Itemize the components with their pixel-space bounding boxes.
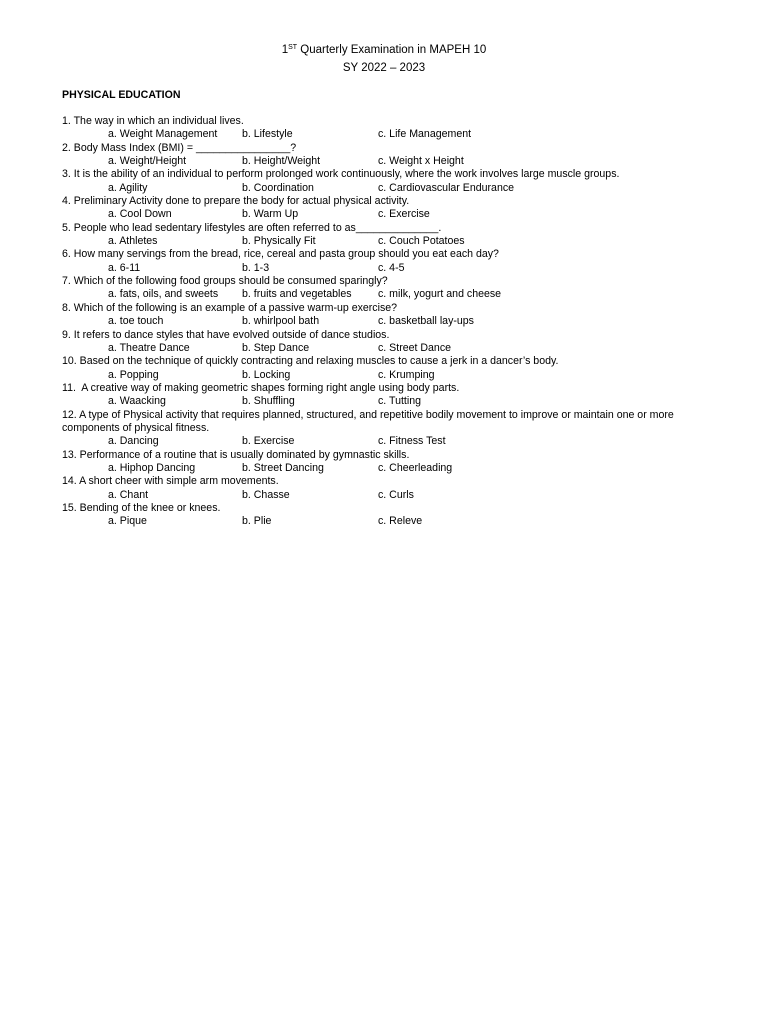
answer-choices <box>62 342 722 355</box>
question-text: 4. Preliminary Activity done to prepare the body for actual physical activity. <box>62 195 410 208</box>
question-item <box>62 195 722 222</box>
answer-choices <box>62 182 722 195</box>
choice-b: b. Street Dancing <box>242 461 324 474</box>
answer-choices <box>62 235 722 248</box>
question-text: 11. A creative way of making geometric shapes forming right angle using body parts. <box>62 381 460 394</box>
choice-a: a. Popping <box>108 368 159 381</box>
answer-choices <box>62 435 722 448</box>
choice-c: c. Couch Potatoes <box>378 235 465 248</box>
question-item <box>62 115 722 142</box>
choice-b: b. Step Dance <box>242 341 310 354</box>
exam-header <box>0 42 768 75</box>
title-text: Quarterly Examination in MAPEH 10 <box>297 44 487 56</box>
choice-a: a. Weight/Height <box>108 155 187 168</box>
question-list <box>62 115 722 529</box>
choice-b: b. Exercise <box>242 435 295 448</box>
question-text: 13. Performance of a routine that is usually dominated by gymnastic skills. <box>62 448 410 461</box>
answer-choices <box>62 395 722 408</box>
choice-c: c. Curls <box>378 488 414 501</box>
choice-b: b. Coordination <box>242 181 314 194</box>
choice-c: c. 4-5 <box>378 261 405 274</box>
answer-choices <box>62 462 722 475</box>
school-year: SY 2022 – 2023 <box>342 62 426 74</box>
choice-a: a. Cool Down <box>108 208 172 221</box>
question-text: 10. Based on the technique of quickly contracting and relaxing muscles to cause a jerk in a dancer’s body. <box>62 355 559 368</box>
choice-b: b. Physically Fit <box>242 235 316 248</box>
choice-c: c. Life Management <box>378 128 472 141</box>
choice-c: c. Krumping <box>378 368 435 381</box>
title-prefix: 1 <box>281 44 289 56</box>
choice-a: a. Theatre Dance <box>108 341 190 354</box>
answer-choices <box>62 369 722 382</box>
choice-a: a. Waacking <box>108 395 166 408</box>
choice-a: a. fats, oils, and sweets <box>108 288 219 301</box>
choice-a: a. Pique <box>108 515 147 528</box>
question-text: 14. A short cheer with simple arm movements. <box>62 475 279 488</box>
choice-c: c. Weight x Height <box>378 155 464 168</box>
choice-c: c. Tutting <box>378 395 421 408</box>
answer-choices <box>62 208 722 221</box>
question-text: 12. A type of Physical activity that requires planned, structured, and repetitive bodily movement to improve or maintain one or more components of physical fitness. <box>62 408 677 434</box>
title-superscript: ST <box>288 44 298 51</box>
choice-a: a. Athletes <box>108 235 158 248</box>
question-item <box>62 409 722 449</box>
question-item <box>62 502 722 529</box>
choice-c: c. Exercise <box>378 208 430 221</box>
answer-choices <box>62 262 722 275</box>
choice-a: a. toe touch <box>108 315 164 328</box>
choice-a: a. Weight Management <box>108 128 218 141</box>
exam-title <box>0 42 768 58</box>
choice-c: c. Cardiovascular Endurance <box>378 181 515 194</box>
choice-b: b. Warm Up <box>242 208 299 221</box>
question-item <box>62 382 722 409</box>
question-item <box>62 355 722 382</box>
choice-c: c. Street Dance <box>378 341 452 354</box>
question-text: 7. Which of the following food groups should be consumed sparingly? <box>62 275 388 288</box>
question-text: 1. The way in which an individual lives. <box>62 115 244 127</box>
choice-b: b. 1-3 <box>242 261 270 274</box>
answer-choices <box>62 155 722 168</box>
question-text: 15. Bending of the knee or knees. <box>62 501 221 514</box>
question-text: 3. It is the ability of an individual to perform prolonged work continuously, where the work involves large muscle groups. <box>62 168 620 181</box>
question-item <box>62 142 722 169</box>
choice-c: c. Fitness Test <box>378 435 446 448</box>
choice-c: c. Releve <box>378 515 423 528</box>
choice-c: c. Cheerleading <box>378 461 453 474</box>
choice-b: b. fruits and vegetables <box>242 288 352 301</box>
question-item <box>62 168 722 195</box>
answer-choices <box>62 288 722 301</box>
choice-c: c. milk, yogurt and cheese <box>378 288 502 301</box>
answer-choices <box>62 515 722 528</box>
section-heading: PHYSICAL EDUCATION <box>62 89 181 101</box>
choice-b: b. Plie <box>242 515 272 528</box>
choice-b: b. Height/Weight <box>242 155 321 168</box>
question-text: 8. Which of the following is an example of a passive warm-up exercise? <box>62 301 398 314</box>
question-item <box>62 222 722 249</box>
choice-a: a. Hiphop Dancing <box>108 461 196 474</box>
choice-b: b. whirlpool bath <box>242 315 320 328</box>
answer-choices <box>62 489 722 502</box>
answer-choices <box>62 315 722 328</box>
question-text: 5. People who lead sedentary lifestyles are often referred to as______________. <box>62 221 442 234</box>
choice-a: a. Agility <box>108 181 148 194</box>
choice-a: a. 6-11 <box>108 261 141 274</box>
choice-b: b. Shuffling <box>242 395 295 408</box>
choice-a: a. Dancing <box>108 435 159 448</box>
question-item <box>62 275 722 302</box>
question-item <box>62 248 722 275</box>
choice-b: b. Locking <box>242 368 291 381</box>
answer-choices <box>62 128 722 141</box>
choice-b: b. Lifestyle <box>242 128 293 141</box>
question-item <box>62 475 722 502</box>
choice-c: c. basketball lay-ups <box>378 315 474 328</box>
question-item <box>62 302 722 329</box>
question-text: 2. Body Mass Index (BMI) = ________________? <box>62 141 297 154</box>
question-text: 9. It refers to dance styles that have evolved outside of dance studios. <box>62 328 390 341</box>
question-item <box>62 329 722 356</box>
question-item <box>62 449 722 476</box>
question-text: 6. How many servings from the bread, rice, cereal and pasta group should you eat each day? <box>62 248 499 261</box>
choice-b: b. Chasse <box>242 488 290 501</box>
choice-a: a. Chant <box>108 488 149 501</box>
